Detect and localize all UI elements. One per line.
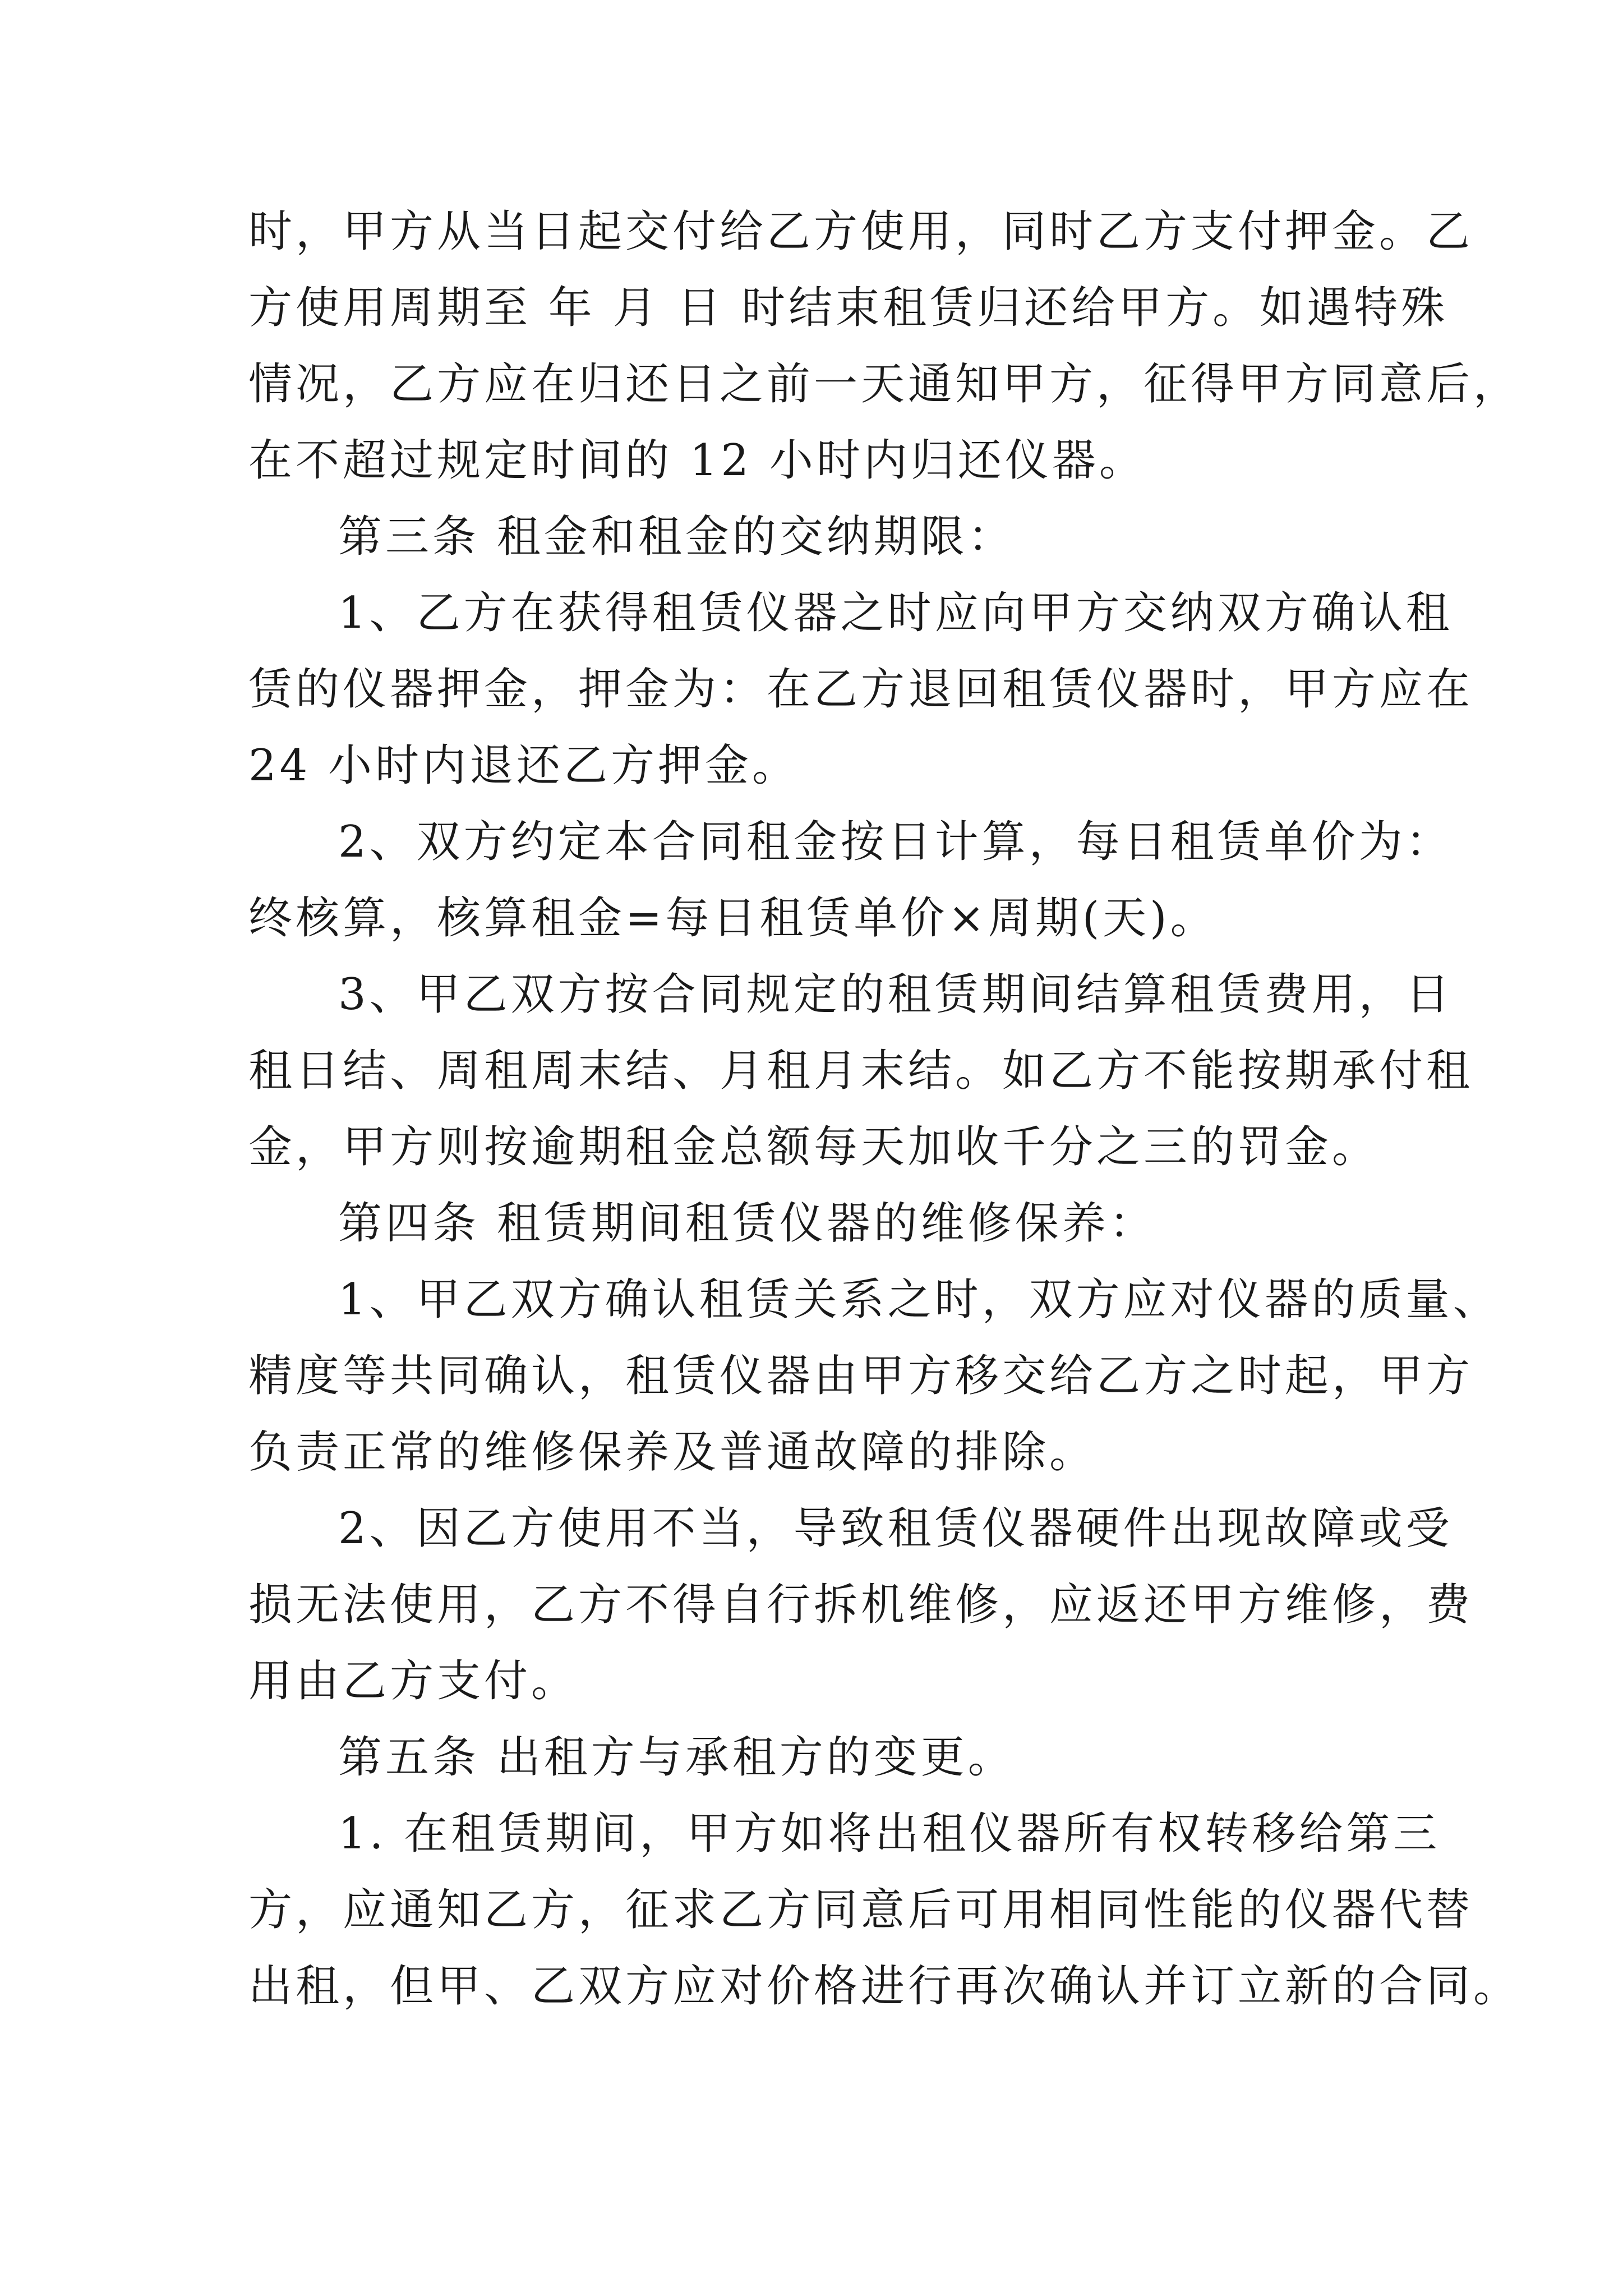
- text-line: 3、甲乙双方按合同规定的租赁期间结算租赁费用，日: [338, 969, 1453, 1020]
- text-line: 时，甲方从当日起交付给乙方使用，同时乙方支付押金。乙: [248, 206, 1474, 257]
- section-heading: 第三条 租金和租金的交纳期限：: [338, 512, 1015, 562]
- text-line: 2、双方约定本合同租金按日计算，每日租赁单价为：: [338, 817, 1453, 867]
- text-line: 情况，乙方应在归还日之前一天通知甲方，征得甲方同意后，: [248, 359, 1521, 409]
- document-body: [248, 194, 1521, 2024]
- text-line: 2、因乙方使用不当，导致租赁仪器硬件出现故障或受: [338, 1503, 1453, 1554]
- text-line: 在不超过规定时间的 12 小时内归还仪器。: [248, 435, 1146, 486]
- text-line: 1、甲乙双方确认租赁关系之时，双方应对仪器的质量、: [338, 1274, 1500, 1325]
- text-line: 方，应通知乙方，征求乙方同意后可用相同性能的仪器代替: [248, 1885, 1474, 1935]
- text-line: 赁的仪器押金，押金为：在乙方退回租赁仪器时，甲方应在: [248, 664, 1474, 715]
- text-line: 方使用周期至 年 月 日 时结束租赁归还给甲方。如遇特殊: [248, 283, 1449, 333]
- text-line: 1、乙方在获得租赁仪器之时应向甲方交纳双方确认租: [338, 588, 1453, 638]
- text-line: 金，甲方则按逾期租金总额每天加收千分之三的罚金。: [248, 1122, 1380, 1172]
- text-line: 租日结、周租周末结、月租月末结。如乙方不能按期承付租: [248, 1046, 1474, 1096]
- text-line: 用由乙方支付。: [248, 1656, 579, 1706]
- text-line: 出租，但甲、乙双方应对价格进行再次确认并订立新的合同。: [248, 1961, 1521, 2012]
- text-line: 精度等共同确认，租赁仪器由甲方移交给乙方之时起，甲方: [248, 1351, 1474, 1401]
- text-line: 24 小时内退还乙方押金。: [248, 740, 800, 791]
- text-line: 损无法使用，乙方不得自行拆机维修，应返还甲方维修，费: [248, 1580, 1474, 1630]
- section-heading: 第五条 出租方与承租方的变更。: [338, 1732, 1015, 1783]
- text-line: 终核算，核算租金=每日租赁单价×周期(天)。: [248, 893, 1218, 944]
- text-line: 负责正常的维修保养及普通故障的排除。: [248, 1427, 1097, 1478]
- section-heading: 第四条 租赁期间租赁仪器的维修保养：: [338, 1198, 1156, 1249]
- text-line: 1. 在租赁期间，甲方如将出租仪器所有权转移给第三: [338, 1809, 1441, 1859]
